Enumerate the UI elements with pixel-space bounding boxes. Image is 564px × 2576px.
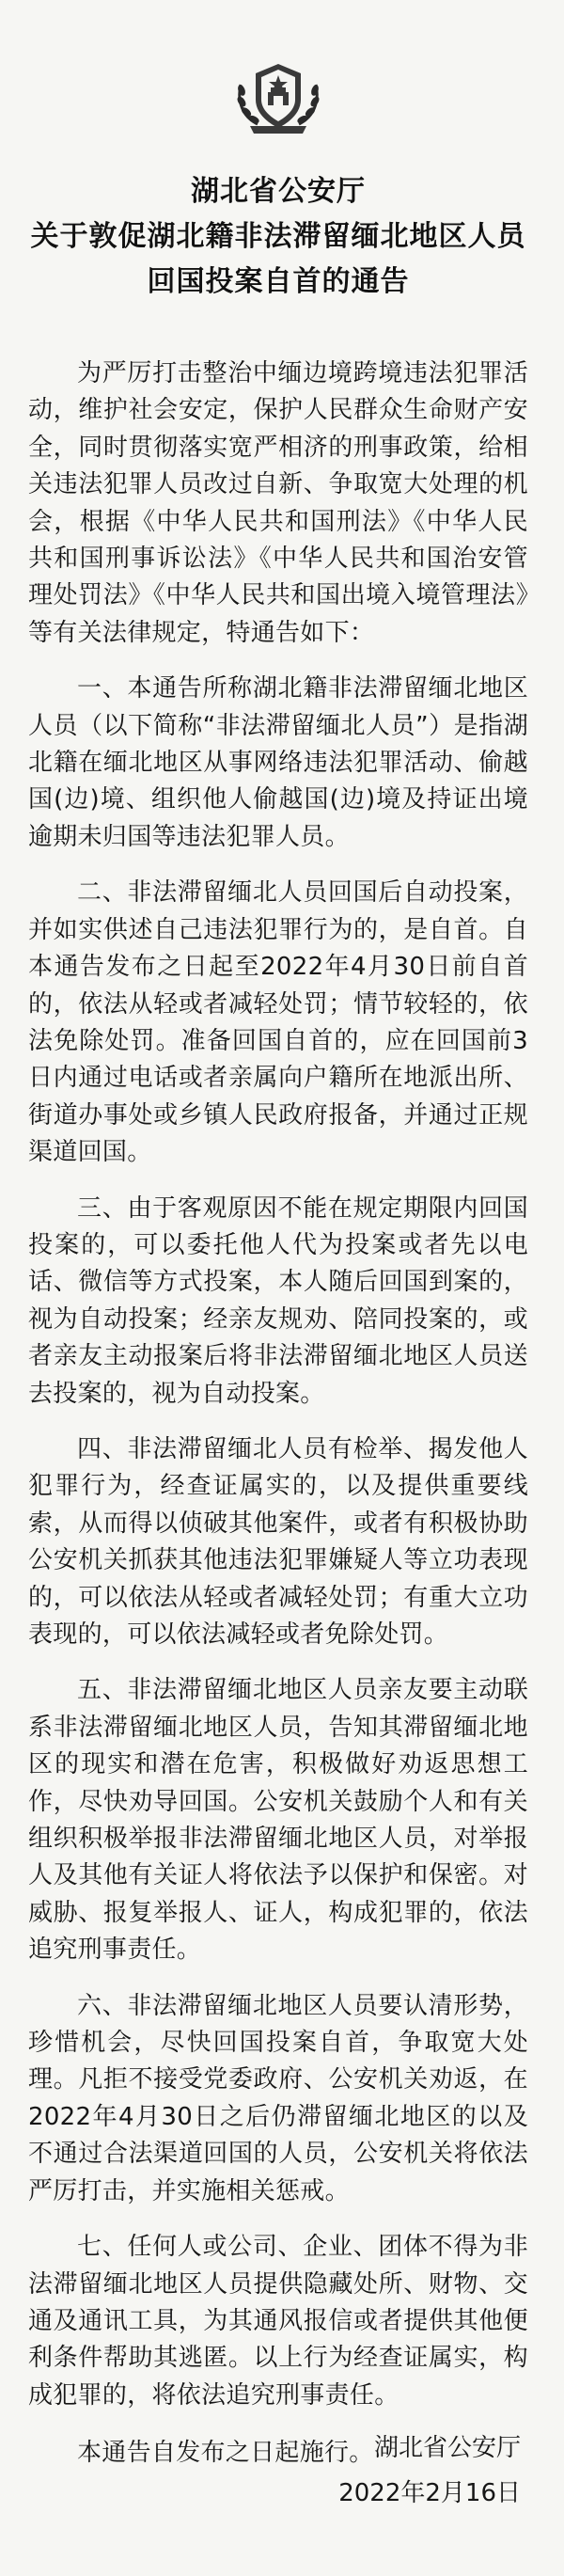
item-paragraph-6: 六、非法滞留缅北地区人员要认清形势，珍惜机会，尽快回国投案自首，争取宽大处理。凡拒不接受党委政府、公安机关劝返，在2022年4月30日之后仍滞留缅北地区的以及不通过合法渠道回国的人员，公安机关将依法严厉打击，并实施相关惩戒。 bbox=[28, 1991, 528, 2205]
closing-paragraph: 本通告自发布之日起施行。 bbox=[77, 2439, 374, 2468]
intro-paragraph: 为严厉打击整治中缅边境跨境违法犯罪活动，维护社会安定，保护人民群众生命财产安全，同时贯彻落实宽严相济的刑事政策，给相关违法犯罪人员改过自新、争取宽大处理的机会，根据《中华人民共和国刑法》《中华人民共和国刑事诉讼法》《中华人民共和国治安管理处罚法》《中华人民共和国出境入境管理法》等有关法律规定，特通告如下： bbox=[28, 359, 528, 647]
item-paragraph-4: 四、非法滞留缅北人员有检举、揭发他人犯罪行为，经查证属实的，以及提供重要线索，从而得以侦破其他案件，或者有积极协助公安机关抓获其他违法犯罪嫌疑人等立功表现的，可以依法从轻或者减轻处罚；有重大立功表现的，可以依法减轻或者免除处罚。 bbox=[28, 1434, 528, 1649]
police-emblem-icon bbox=[229, 58, 327, 135]
signature-block bbox=[338, 2426, 521, 2516]
item-paragraph-1: 一、本通告所称湖北籍非法滞留缅北地区人员（以下简称“非法滞留缅北人员”）是指湖北籍在缅北地区从事网络违法犯罪活动、偷越国(边)境、组织他人偷越国(边)境及持证出境逾期未归国等违法犯罪人员。 bbox=[28, 674, 528, 851]
signature-issuer: 湖北省公安厅 bbox=[373, 2434, 521, 2462]
notice-title-line-2: 回国投案自首的通告 bbox=[147, 265, 410, 298]
item-paragraph-5: 五、非法滞留缅北地区人员亲友要主动联系非法滞留缅北地区人员，告知其滞留缅北地区的现实和潜在危害，积极做好劝返思想工作，尽快劝导回国。公安机关鼓励个人和有关组织积极举报非法滞留缅北地区人员，对举报人及其他有关证人将依法予以保护和保密。对威胁、报复举报人、证人，构成犯罪的，依法追究刑事责任。 bbox=[28, 1676, 528, 1965]
item-paragraph-7: 七、任何人或公司、企业、团体不得为非法滞留缅北地区人员提供隐藏处所、财物、交通及通讯工具，为其通风报信或者提供其他便利条件帮助其逃匿。以上行为经查证属实，构成犯罪的，将依法追究刑事责任。 bbox=[28, 2233, 528, 2410]
notice-title-block bbox=[28, 169, 528, 305]
notice-body bbox=[28, 356, 528, 2473]
issuer-heading: 湖北省公安厅 bbox=[191, 175, 366, 208]
notice-page bbox=[0, 58, 564, 2576]
item-paragraph-3: 三、由于客观原因不能在规定期限内回国投案的，可以委托他人代为投案或者先以电话、微信等方式投案，本人随后回国到案的，视为自动投案；经亲友规劝、陪同投案的，或者亲友主动报案后将非法滞留缅北地区人员送去投案的，视为自动投案。 bbox=[28, 1193, 528, 1408]
signature-date: 2022年2月16日 bbox=[338, 2479, 521, 2507]
notice-title-line-1: 关于敦促湖北籍非法滞留缅北地区人员 bbox=[30, 220, 526, 253]
item-paragraph-2: 二、非法滞留缅北人员回国后自动投案，并如实供述自己违法犯罪行为的，是自首。自本通告发布之日起至2022年4月30日前自首的，依法从轻或者减轻处罚；情节较轻的，依法免除处罚。准备回国自首的，应在回国前3日内通过电话或者亲属向户籍所在地派出所、街道办事处或乡镇人民政府报备，并通过正规渠道回国。 bbox=[28, 878, 528, 1167]
